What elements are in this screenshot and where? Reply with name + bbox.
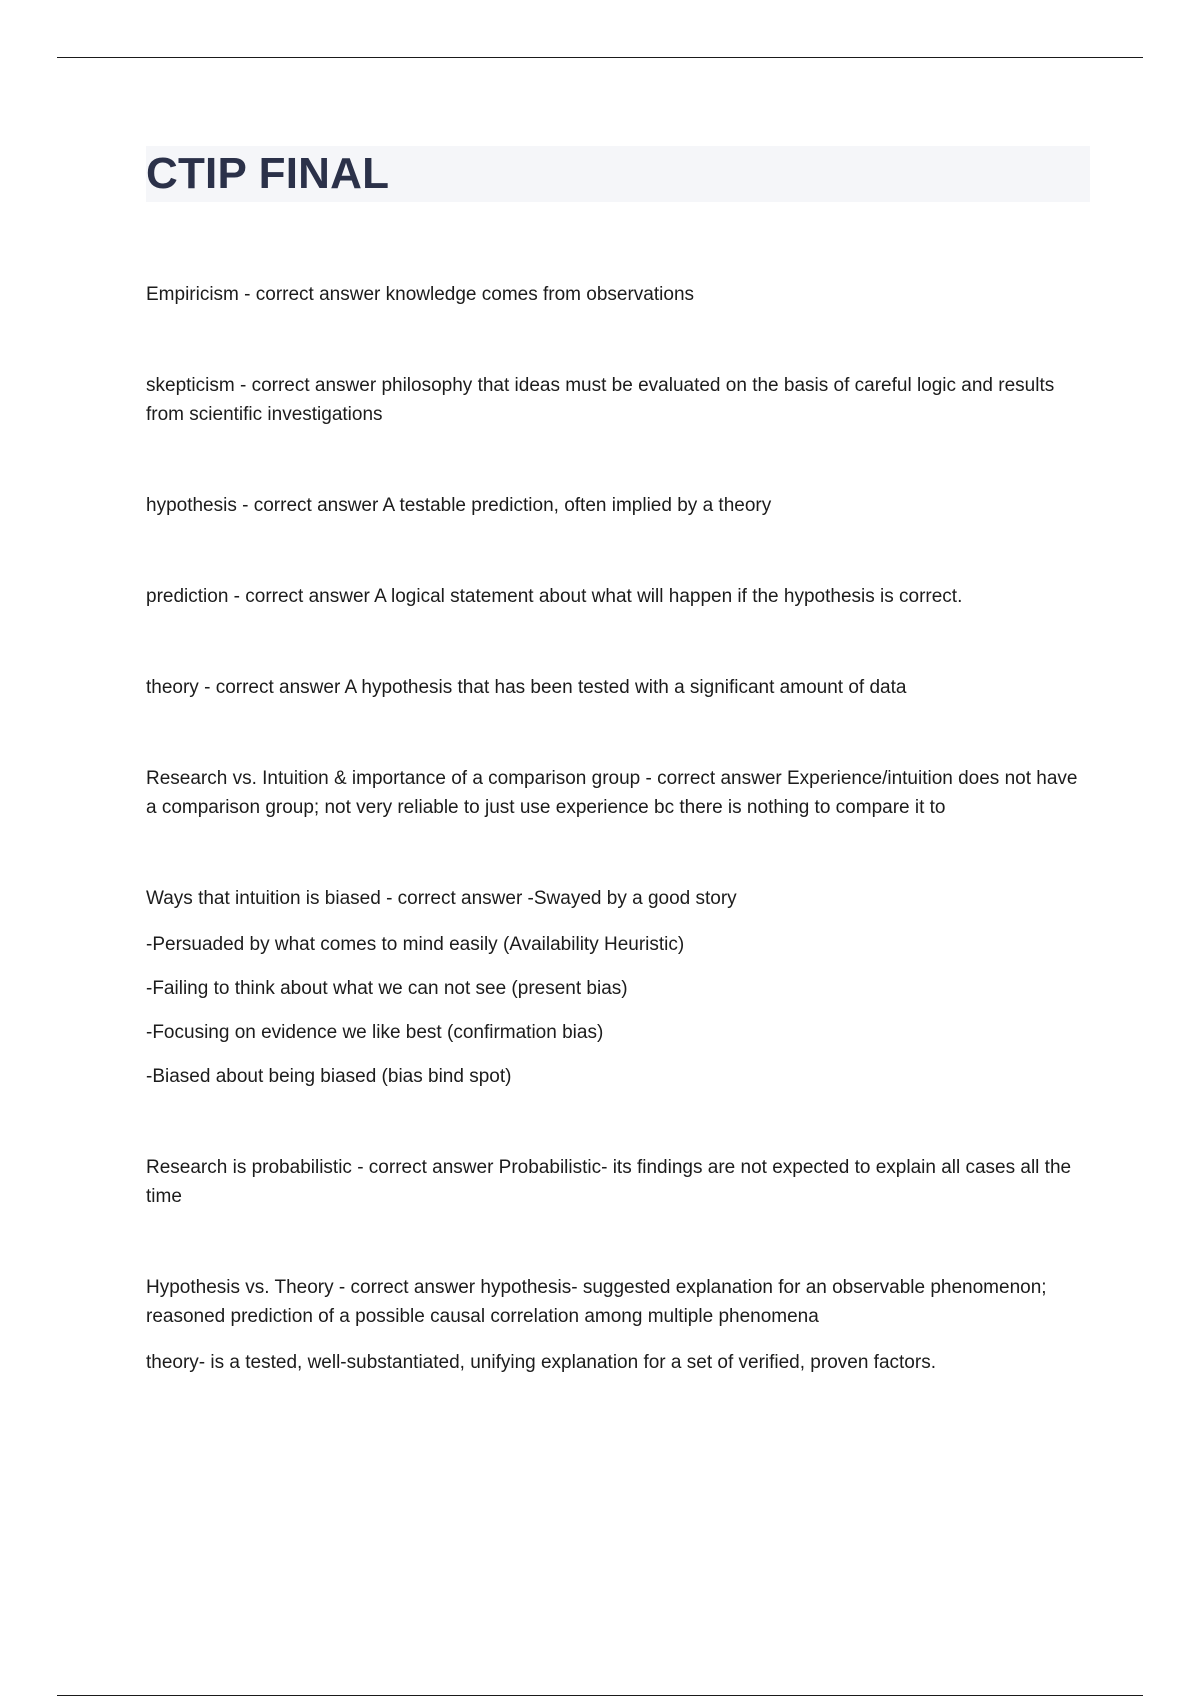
entry-text: hypothesis - correct answer A testable prediction, often implied by a theory <box>146 495 772 516</box>
entry-skepticism <box>146 371 1090 429</box>
entry-empiricism <box>146 280 1090 309</box>
entry-text: prediction - correct answer A logical statement about what will happen if the hypothesis is correct. <box>146 586 963 607</box>
entry-research-probabilistic <box>146 1153 1090 1211</box>
bias-line: -Biased about being biased (bias bind spot) <box>146 1066 512 1087</box>
top-rule <box>57 57 1143 58</box>
bias-line: -Persuaded by what comes to mind easily (Availability Heuristic) <box>146 934 685 955</box>
entry-text: theory - correct answer A hypothesis that has been tested with a significant amount of data <box>146 677 907 698</box>
entry-text: Empiricism - correct answer knowledge comes from observations <box>146 284 695 305</box>
entry-text: Research vs. Intuition & importance of a comparison group - correct answer Experience/intuition does not have a comparison group; not very reliable to just use experience bc there is nothing to compare it to <box>146 768 1078 818</box>
bottom-rule <box>57 1695 1143 1696</box>
entry-hypothesis <box>146 491 1090 520</box>
bias-line: -Focusing on evidence we like best (confirmation bias) <box>146 1022 604 1043</box>
document-body <box>146 280 1090 1439</box>
entry-text: skepticism - correct answer philosophy that ideas must be evaluated on the basis of careful logic and results from scientific investigations <box>146 375 1055 425</box>
entry-text: Hypothesis vs. Theory - correct answer hypothesis- suggested explanation for an observable phenomenon; reasoned prediction of a possible causal correlation among multiple phenomena <box>146 1277 1047 1327</box>
title-block <box>146 146 1090 202</box>
entry-research-vs-intuition <box>146 764 1090 822</box>
entry-intuition-biases <box>146 884 1090 1091</box>
page-title: CTIP FINAL <box>146 149 390 198</box>
theory-line: theory- is a tested, well-substantiated, unifying explanation for a set of verified, proven factors. <box>146 1352 936 1373</box>
entry-prediction <box>146 582 1090 611</box>
entry-text: Ways that intuition is biased - correct answer -Swayed by a good story <box>146 888 737 909</box>
entry-text: Research is probabilistic - correct answer Probabilistic- its findings are not expected to explain all cases all the time <box>146 1157 1072 1207</box>
entry-theory <box>146 673 1090 702</box>
entry-hypothesis-vs-theory <box>146 1273 1090 1377</box>
bias-line: -Failing to think about what we can not see (present bias) <box>146 978 628 999</box>
